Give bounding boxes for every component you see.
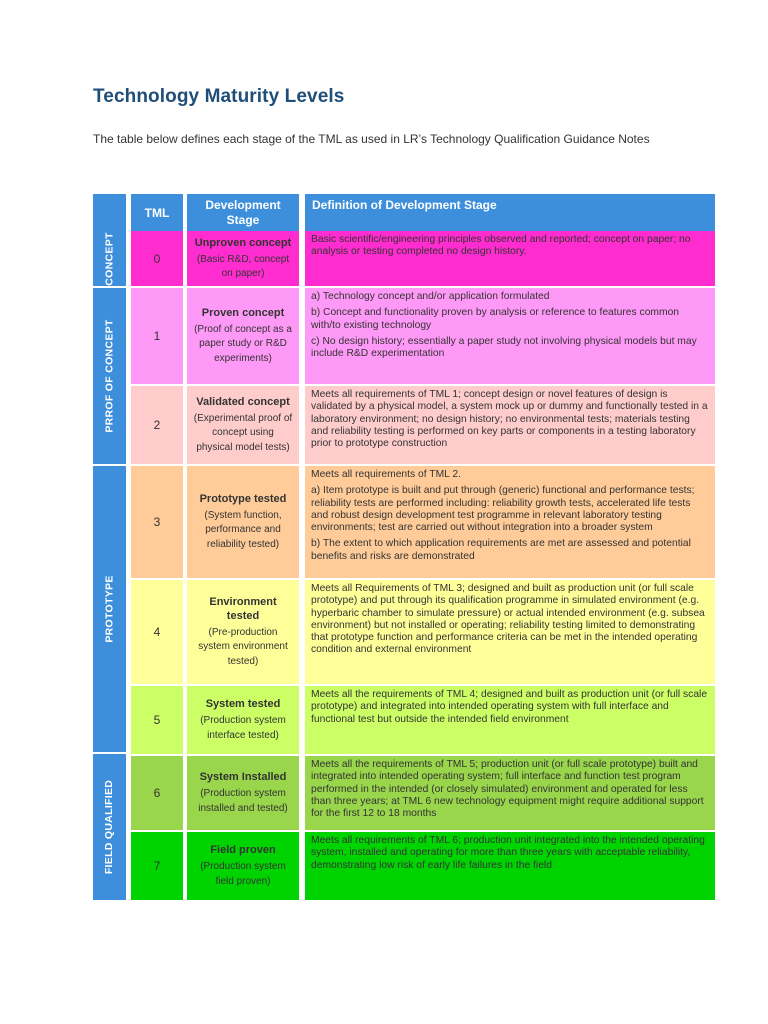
phase-field-qualified-label: FIELD QUALIFIED bbox=[103, 779, 116, 875]
stage-cell bbox=[187, 756, 299, 830]
definition-paragraph: Meets all requirements of TML 6; production unit integrated into the intended operating system, installed and operating for more than three years with acceptable reliability, demonstrating low risk of early life failures in the field bbox=[311, 835, 705, 871]
header-phase-cell bbox=[93, 194, 126, 231]
tml-value: 7 bbox=[153, 859, 161, 873]
stage-description: (Experimental proof of concept using physical model tests) bbox=[193, 412, 293, 453]
definition-paragraph: a) Technology concept and/or application formulated bbox=[311, 291, 550, 302]
tml-cell bbox=[131, 832, 183, 900]
header-tml bbox=[131, 194, 183, 231]
stage-description: (Production system installed and tested) bbox=[198, 788, 288, 814]
definition-cell bbox=[305, 288, 715, 384]
header-tml-label: TML bbox=[144, 205, 170, 220]
header-definition-label: Definition of Development Stage bbox=[312, 198, 497, 212]
definition-cell bbox=[305, 386, 715, 464]
definition-cell bbox=[305, 756, 715, 830]
tml-value: 0 bbox=[153, 251, 161, 266]
definition-paragraph: Basic scientific/engineering principles observed and reported; concept on paper; no analysis or testing completed no design history. bbox=[311, 234, 691, 258]
tml-value: 1 bbox=[153, 329, 161, 343]
definition-paragraph: b) The extent to which application requirements are met are assessed and potential benefits and risks are demonstrated bbox=[311, 538, 691, 562]
stage-cell bbox=[187, 832, 299, 900]
tml-cell bbox=[131, 466, 183, 578]
definition-paragraph: a) Item prototype is built and put through (generic) functional and performance tests; reliability tests are performed including: reliability growth tests, accelerated life tests and robust design development test programme in relevant laboratory testing environments; test are carried out without integration into a broader system bbox=[311, 485, 695, 534]
stage-cell bbox=[187, 231, 299, 286]
stage-description: (Production system field proven) bbox=[200, 861, 286, 887]
definition-cell bbox=[305, 466, 715, 578]
header-stage bbox=[187, 194, 299, 231]
tml-value: 3 bbox=[153, 515, 161, 529]
stage-name: System Installed bbox=[199, 771, 287, 783]
stage-name: Proven concept bbox=[201, 306, 285, 319]
tml-cell bbox=[131, 231, 183, 286]
tml-value: 4 bbox=[153, 625, 161, 639]
stage-cell bbox=[187, 466, 299, 578]
stage-name: Unproven concept bbox=[194, 236, 292, 249]
phase-proof-of-concept-label: PRROF OF CONCEPT bbox=[103, 319, 116, 433]
stage-description: (System function, performance and reliability tested) bbox=[204, 509, 282, 550]
phase-concept-label: CONCEPT bbox=[103, 231, 116, 286]
page-title: Technology Maturity Levels bbox=[93, 86, 345, 107]
stage-description: (Basic R&D, concept on paper) bbox=[196, 253, 290, 279]
stage-name: System tested bbox=[205, 698, 281, 710]
phase-concept bbox=[93, 231, 126, 286]
definition-cell bbox=[305, 580, 715, 684]
stage-name: Environment tested bbox=[209, 595, 277, 622]
tml-cell bbox=[131, 288, 183, 384]
definition-cell bbox=[305, 231, 715, 286]
tml-cell bbox=[131, 686, 183, 754]
tml-cell bbox=[131, 386, 183, 464]
definition-cell bbox=[305, 686, 715, 754]
phase-prototype bbox=[93, 466, 126, 752]
stage-cell bbox=[187, 686, 299, 754]
stage-cell bbox=[187, 288, 299, 384]
tml-table bbox=[93, 194, 715, 900]
tml-cell bbox=[131, 756, 183, 830]
stage-name: Field proven bbox=[210, 844, 276, 856]
definition-paragraph: Meets all the requirements of TML 4; designed and built as production unit (or full scale prototype) and integrated into intended operating system with full interface and functional test but outside the intended field environment bbox=[311, 689, 708, 725]
definition-paragraph: b) Concept and functionality proven by analysis or reference to features common with/to existing technology bbox=[311, 307, 680, 331]
header-definition bbox=[305, 194, 715, 231]
tml-value: 5 bbox=[153, 713, 161, 727]
stage-cell bbox=[187, 386, 299, 464]
definition-paragraph: Meets all Requirements of TML 3; designed and built as production unit (or full scale prototype) and put through its qualification programme in simulated environment (e.g. hyperbaric chamber to simulate pressure) or actual intended environment (e.g. subsea environment) but not installed or operating; reliability testing limited to demonstrating that prototype function and performance criteria can be met in the intended operating condition and external environment bbox=[311, 583, 705, 656]
stage-name: Prototype tested bbox=[199, 492, 287, 505]
stage-description: (Production system interface tested) bbox=[200, 715, 286, 741]
definition-paragraph: Meets all requirements of TML 1; concept design or novel features of design is validated by a physical model, a system mock up or dummy and functionally tested in a laboratory environment; no design history; no environmental tests; materials testing and reliability testing is performed on key parts or components in a testing laboratory prior to prototype construction bbox=[311, 389, 708, 450]
definition-paragraph: Meets all requirements of TML 2. bbox=[311, 469, 461, 480]
tml-value: 6 bbox=[153, 786, 161, 800]
phase-proof-of-concept bbox=[93, 288, 126, 464]
tml-value: 2 bbox=[153, 418, 161, 432]
intro-text: The table below defines each stage of the TML as used in LR’s Technology Qualification Guidance Notes bbox=[93, 132, 650, 146]
tml-cell bbox=[131, 580, 183, 684]
stage-description: (Pre-production system environment tested) bbox=[198, 626, 288, 667]
phase-prototype-label: PROTOTYPE bbox=[103, 575, 116, 643]
stage-cell bbox=[187, 580, 299, 684]
definition-cell bbox=[305, 832, 715, 900]
header-stage-label: Development Stage bbox=[205, 198, 281, 227]
stage-description: (Proof of concept as a paper study or R&D experiments) bbox=[194, 323, 292, 364]
phase-field-qualified bbox=[93, 754, 126, 900]
stage-name: Validated concept bbox=[196, 395, 290, 408]
definition-paragraph: c) No design history; essentially a paper study not involving physical models but may include R&D experimentation bbox=[311, 335, 697, 360]
definition-paragraph: Meets all the requirements of TML 5; production unit (or full scale prototype) built and integrated into intended operating system; full interface and function test program performed in the intended (or closely simulated) environment and operated for less than three years; at TML 6 new technology equipment might require additional support for the first 12 to 18 months bbox=[311, 759, 704, 820]
